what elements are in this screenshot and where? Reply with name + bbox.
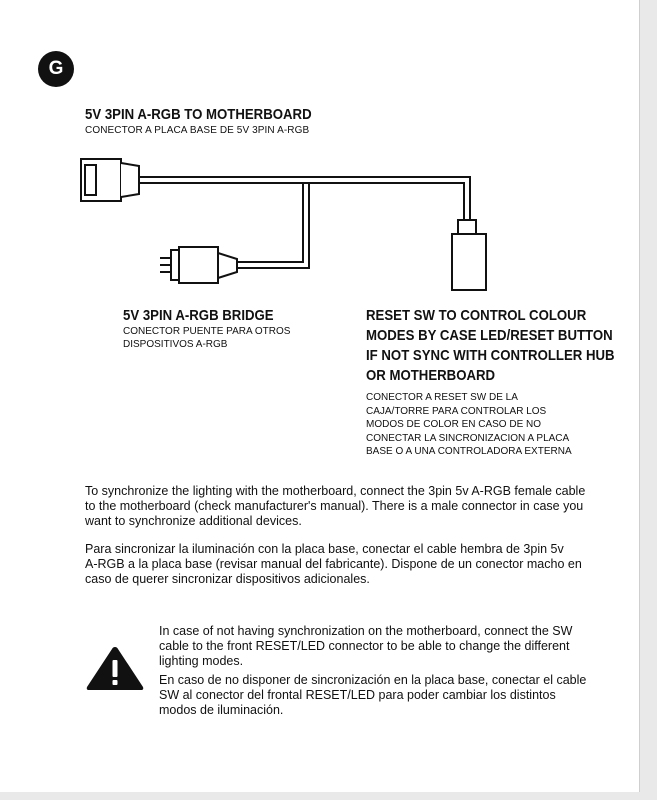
paragraph-line: In case of not having synchronization on the motherboard, connect the SW [159,624,573,638]
paragraph-line: lighting modes. [159,654,244,668]
paragraph-line: to the motherboard (check manufacturer's manual). There is a male connector in case you [85,499,584,513]
bridge-title: 5V 3PIN A-RGB BRIDGE [123,307,274,324]
reset-title-line: MODES BY CASE LED/RESET BUTTON [366,327,613,344]
reset-title-line: IF NOT SYNC WITH CONTROLLER HUB [366,347,615,364]
reset-title [366,306,615,386]
paragraph-line: caso de querer sincronizar dispositivos adicionales. [85,572,370,586]
paragraph-line: want to synchronize additional devices. [85,514,302,528]
reset-subtitle-line: BASE O A UNA CONTROLADORA EXTERNA [366,446,572,457]
reset-subtitle-line: MODOS DE COLOR EN CASO DE NO [366,419,542,430]
paragraph-line: SW al conector del frontal RESET/LED para poder cambiar los distintos [159,688,556,702]
reset-subtitle [366,391,572,459]
section-badge: G [38,51,74,87]
cable-diagram [0,0,639,300]
reset-subtitle-line: CAJA/TORRE PARA CONTROLAR LOS [366,405,547,417]
reset-title-line: RESET SW TO CONTROL COLOUR [366,307,587,324]
paragraph-line: To synchronize the lighting with the motherboard, connect the 3pin 5v A-RGB female cable [85,484,586,498]
paragraph-line: Para sincronizar la iluminación con la placa base, conectar el cable hembra de 3pin 5v [85,542,564,556]
bridge-subtitle [123,325,343,351]
warning-text-en [159,624,572,669]
paragraph-line: cable to the front RESET/LED connector to be able to change the different [159,639,570,653]
bridge-subtitle-line: CONECTOR PUENTE PARA OTROS [123,326,291,337]
reset-title-line: OR MOTHERBOARD [366,367,496,384]
sync-instructions-es [85,542,585,587]
warning-triangle-icon [84,644,146,692]
female-connector-icon [81,159,139,201]
warning-text-es [159,673,586,718]
main-title: 5V 3PIN A-RGB TO MOTHERBOARD [85,106,312,123]
sync-instructions-en [85,484,585,529]
bridge-subtitle-line: DISPOSITIVOS A-RGB [123,339,228,350]
reset-sw-connector-icon [452,220,486,290]
paragraph-line: modos de iluminación. [159,703,284,717]
paragraph-line: A-RGB a la placa base (revisar manual del fabricante). Dispone de un conector macho en [85,557,582,571]
male-bridge-connector-icon [160,247,237,283]
paragraph-line: En caso de no disponer de sincronización en la placa base, conectar el cable [159,673,587,687]
reset-subtitle-line: CONECTAR LA SINCRONIZACION A PLACA [366,432,570,444]
reset-subtitle-line: CONECTOR A RESET SW DE LA [366,392,518,403]
main-subtitle: CONECTOR A PLACA BASE DE 5V 3PIN A-RGB [85,125,310,136]
